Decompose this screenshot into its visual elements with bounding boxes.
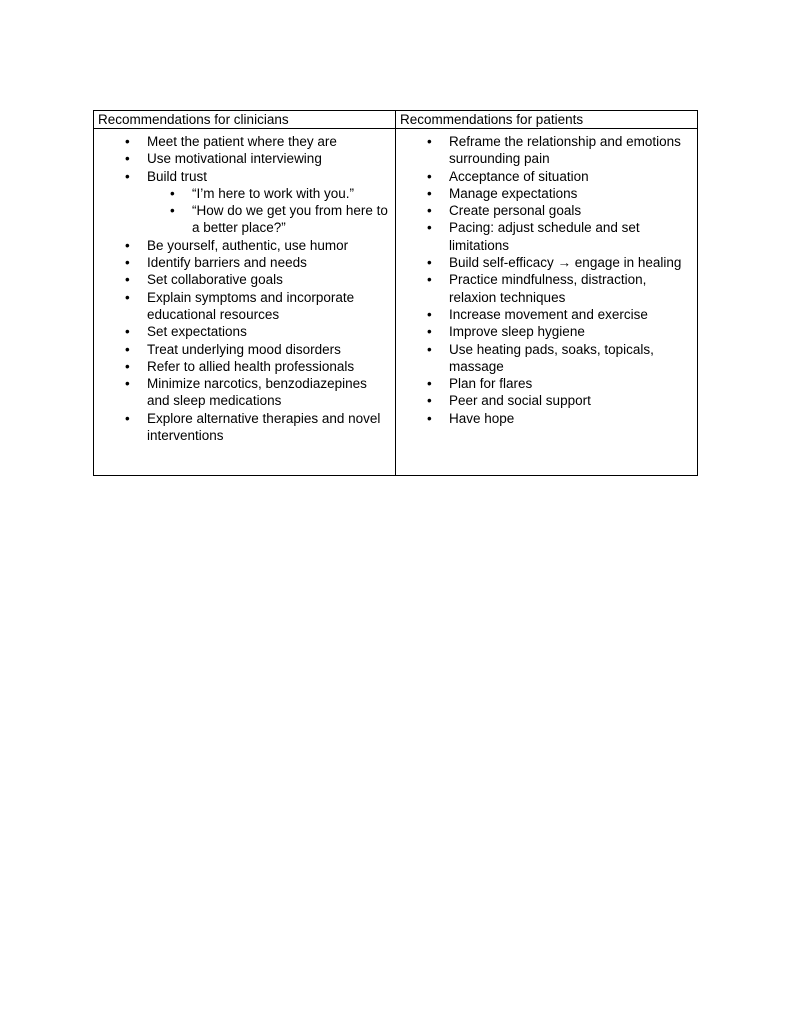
list-item: • Pacing: adjust schedule and set limitations — [396, 219, 692, 254]
clinicians-column-header: Recommendations for clinicians — [94, 111, 396, 129]
list-item: • “I’m here to work with you.” — [94, 185, 390, 202]
list-item: • Explain symptoms and incorporate educational resources — [94, 289, 390, 324]
list-item: • Use motivational interviewing — [94, 150, 390, 167]
patients-cell — [396, 129, 698, 476]
list-item: • Practice mindfulness, distraction, relaxion techniques — [396, 271, 692, 306]
list-item: • Be yourself, authentic, use humor — [94, 237, 390, 254]
list-item: • Improve sleep hygiene — [396, 323, 692, 340]
list-item: • Peer and social support — [396, 392, 692, 409]
list-item: • Set collaborative goals — [94, 271, 390, 288]
list-item: • Build self-efficacy → engage in healing — [396, 254, 692, 271]
list-item: • Reframe the relationship and emotions surrounding pain — [396, 133, 692, 168]
list-item: • Manage expectations — [396, 185, 692, 202]
list-item: • Treat underlying mood disorders — [94, 341, 390, 358]
list-item: • Set expectations — [94, 323, 390, 340]
list-item: • Meet the patient where they are — [94, 133, 390, 150]
patients-list — [396, 133, 692, 427]
list-item: • Acceptance of situation — [396, 168, 692, 185]
list-item: • Identify barriers and needs — [94, 254, 390, 271]
list-item: • Increase movement and exercise — [396, 306, 692, 323]
list-item: • Create personal goals — [396, 202, 692, 219]
list-item: • Explore alternative therapies and novel interventions — [94, 410, 390, 445]
recommendations-table — [93, 110, 698, 476]
list-item: • Build trust — [94, 168, 390, 185]
list-item: • Plan for flares — [396, 375, 692, 392]
list-item: • “How do we get you from here to a better place?” — [94, 202, 390, 237]
list-item: • Minimize narcotics, benzodiazepines and sleep medications — [94, 375, 390, 410]
clinicians-cell — [94, 129, 396, 476]
table-body — [94, 129, 698, 476]
list-item: • Use heating pads, soaks, topicals, massage — [396, 341, 692, 376]
list-item: • Refer to allied health professionals — [94, 358, 390, 375]
clinicians-list — [94, 133, 390, 444]
patients-column-header: Recommendations for patients — [396, 111, 698, 129]
table-header-row — [94, 111, 698, 129]
list-item: • Have hope — [396, 410, 692, 427]
